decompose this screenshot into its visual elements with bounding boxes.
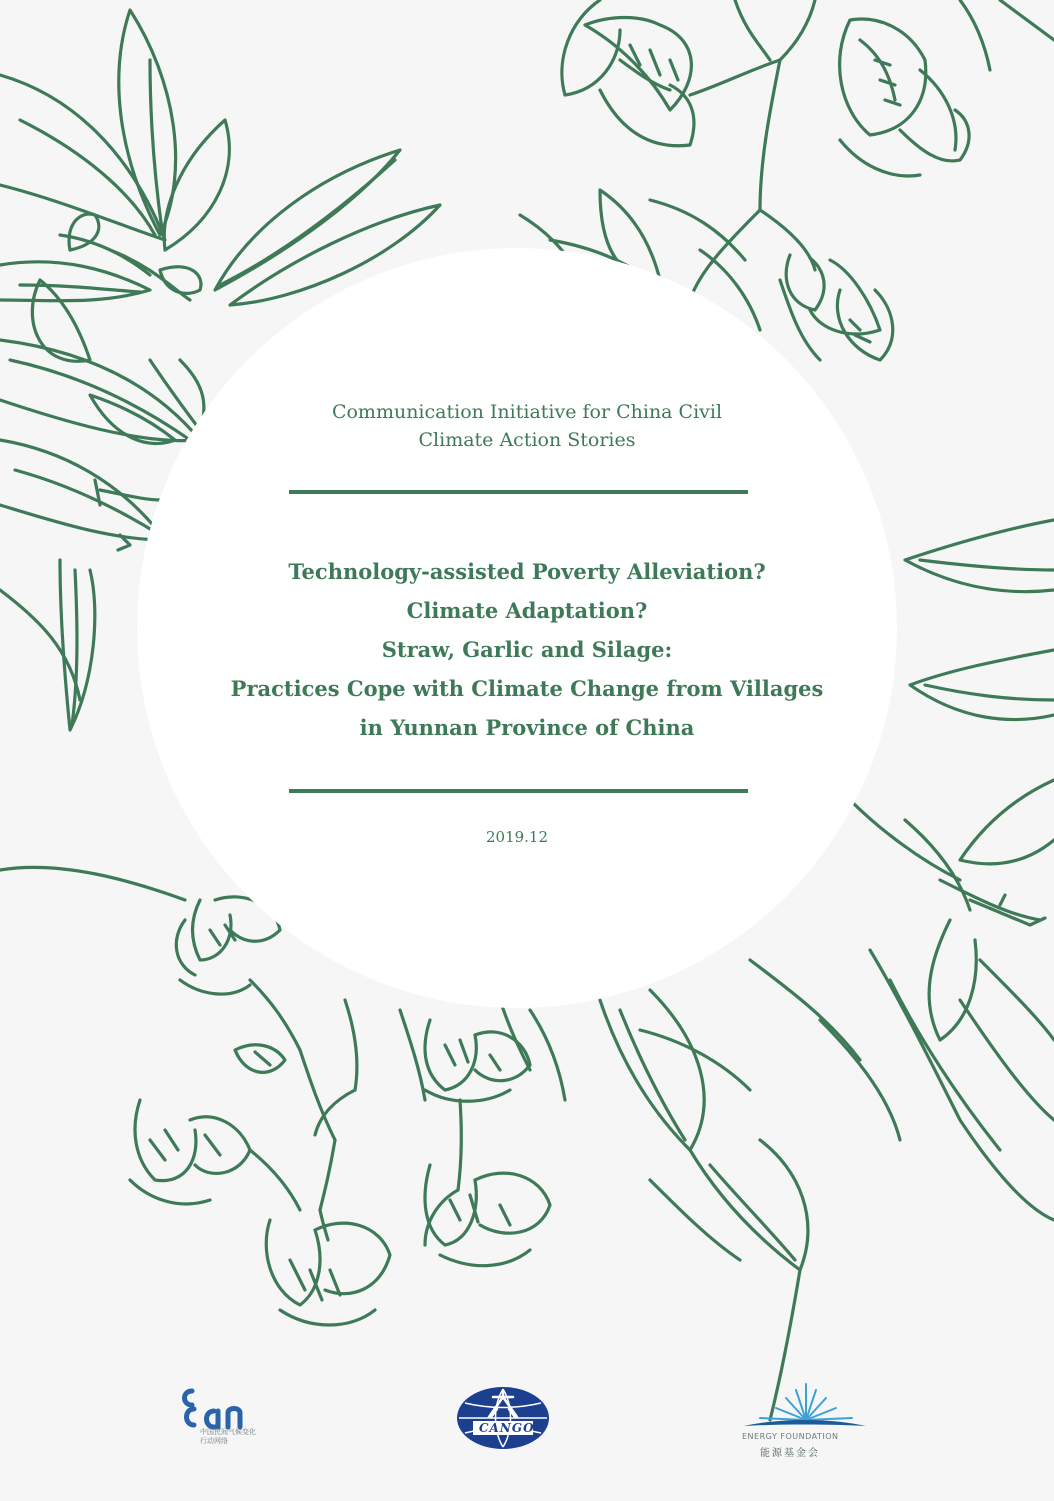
- divider-bottom: [289, 789, 748, 793]
- title-line: Climate Adaptation?: [406, 598, 648, 623]
- starburst-icon: [740, 1380, 870, 1430]
- energy-foundation-logo: [740, 1380, 870, 1460]
- initiative-line-1: Communication Initiative for China Civil: [331, 401, 723, 423]
- ef-name: ENERGY FOUNDATION: [742, 1432, 839, 1441]
- can-logo: [178, 1385, 258, 1460]
- title-line: Straw, Garlic and Silage:: [381, 637, 673, 662]
- title-line: Practices Cope with Climate Change from Villages: [230, 676, 824, 701]
- publication-date: 2019.12: [485, 828, 549, 846]
- can-caption-2: 行动网络: [200, 1437, 228, 1445]
- cango-logo: [455, 1385, 551, 1451]
- cango-wordmark: CANGO: [479, 1421, 535, 1435]
- ef-name-cn: 能源基金会: [760, 1448, 820, 1459]
- initiative-name: [200, 398, 854, 454]
- title-line: in Yunnan Province of China: [359, 715, 695, 740]
- initiative-line-2: Climate Action Stories: [418, 429, 636, 451]
- title-line: Technology-assisted Poverty Alleviation?: [288, 559, 766, 584]
- cango-globe-icon: [455, 1385, 551, 1451]
- report-title: [160, 552, 894, 747]
- divider-top: [289, 490, 748, 494]
- can-caption-1: 中国民间气候变化: [200, 1428, 256, 1436]
